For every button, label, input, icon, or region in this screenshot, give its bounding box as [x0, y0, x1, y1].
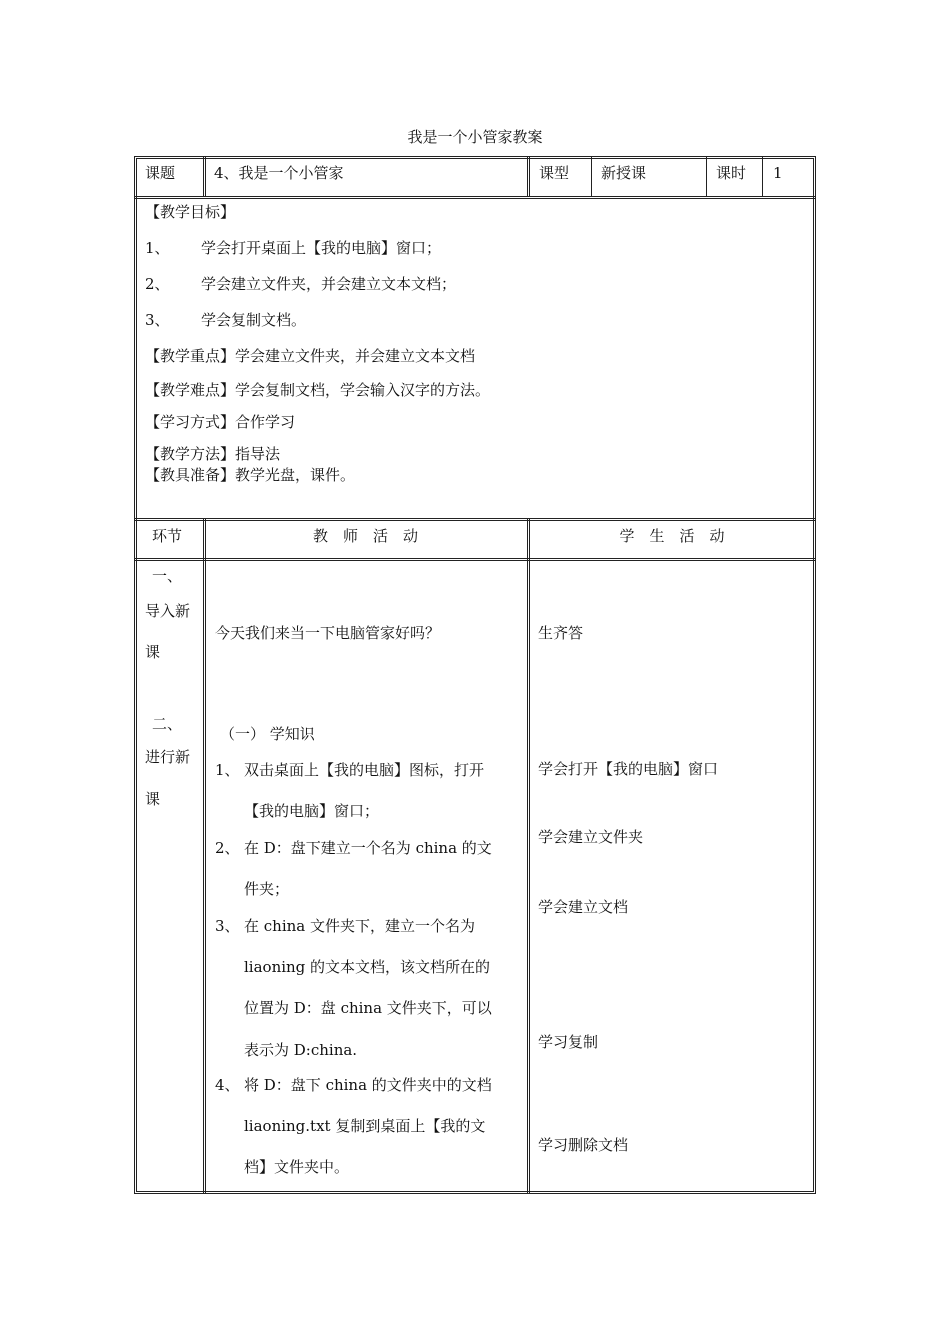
goal-number: 2、 — [145, 275, 170, 293]
column-header-stage: 环节 — [152, 527, 183, 545]
stage-2-title: 进行新 — [145, 748, 191, 766]
goal-item — [145, 238, 441, 258]
goal-text: 学会复制文档。 — [201, 311, 307, 329]
stage-1-title-cont: 课 — [145, 643, 161, 661]
goals-heading: 【教学目标】 — [145, 203, 236, 221]
goal-item — [145, 310, 306, 330]
learning-mode: 【学习方式】合作学习 — [145, 413, 296, 431]
stage-1-title: 导入新 — [145, 602, 191, 620]
document-title: 我是一个小管家教案 — [407, 128, 543, 146]
student-activity: 学会建立文档 — [538, 898, 629, 916]
difficulty: 【教学难点】学会复制文档，学会输入汉字的方法。 — [145, 381, 491, 399]
stage-2-number: 二、 — [152, 715, 183, 733]
hours-value: 1 — [773, 164, 783, 182]
col-divider — [762, 157, 763, 197]
stage-1-number: 一、 — [152, 567, 183, 585]
step-text: 表示为 D:china. — [244, 1041, 358, 1059]
col-divider — [203, 519, 206, 1193]
step-text: 将 D：盘下 china 的文件夹中的文档 — [244, 1076, 492, 1094]
row-divider — [134, 558, 816, 561]
step-text: liaoning 的文本文档，该文档所在的 — [244, 958, 491, 976]
step-text: 双击桌面上【我的电脑】图标，打开 — [244, 761, 485, 779]
goal-item — [145, 274, 456, 294]
student-activity: 学会打开【我的电脑】窗口 — [538, 760, 719, 778]
teaching-materials: 【教具准备】教学光盘，课件。 — [145, 466, 356, 484]
step-text: 档】文件夹中。 — [244, 1158, 350, 1176]
step-number: 2、 — [215, 839, 240, 857]
step-text: liaoning.txt 复制到桌面上【我的文 — [244, 1117, 486, 1135]
topic-value: 4、我是一个小管家 — [214, 164, 344, 182]
goal-number: 1、 — [145, 239, 170, 257]
topic-label: 课题 — [145, 164, 176, 182]
step-number: 4、 — [215, 1076, 240, 1094]
student-activity: 生齐答 — [538, 624, 584, 642]
col-divider — [527, 519, 530, 1193]
type-label: 课型 — [539, 164, 570, 182]
step-text: 件夹； — [244, 880, 290, 898]
teaching-method: 【教学方法】指导法 — [145, 445, 281, 463]
stage-2-title-cont: 课 — [145, 790, 161, 808]
step-text: 在 D：盘下建立一个名为 china 的文 — [244, 839, 492, 857]
key-point: 【教学重点】学会建立文件夹，并会建立文本文档 — [145, 347, 476, 365]
student-activity: 学会建立文件夹 — [538, 828, 644, 846]
column-header-teacher: 教 师 活 动 — [312, 527, 418, 545]
student-activity: 学习删除文档 — [538, 1136, 629, 1154]
col-divider — [203, 157, 206, 197]
goal-text: 学会打开桌面上【我的电脑】窗口； — [201, 239, 442, 257]
step-number: 1、 — [215, 761, 240, 779]
col-divider — [527, 157, 530, 197]
step-text: 【我的电脑】窗口； — [244, 802, 380, 820]
step-number: 3、 — [215, 917, 240, 935]
row-divider — [134, 196, 816, 199]
col-divider — [706, 157, 707, 197]
column-header-student: 学 生 活 动 — [619, 527, 725, 545]
col-divider — [591, 157, 592, 197]
student-activity: 学习复制 — [538, 1033, 599, 1051]
teacher-intro: 今天我们来当一下电脑管家好吗？ — [215, 624, 441, 642]
row-divider — [134, 518, 816, 521]
type-value: 新授课 — [601, 164, 647, 182]
hours-label: 课时 — [716, 164, 747, 182]
step-text: 位置为 D：盘 china 文件夹下，可以 — [244, 999, 492, 1017]
goal-number: 3、 — [145, 311, 170, 329]
goal-text: 学会建立文件夹，并会建立文本文档； — [201, 275, 457, 293]
step-text: 在 china 文件夹下，建立一个名为 — [244, 917, 475, 935]
teacher-section-heading: （一） 学知识 — [220, 725, 315, 743]
